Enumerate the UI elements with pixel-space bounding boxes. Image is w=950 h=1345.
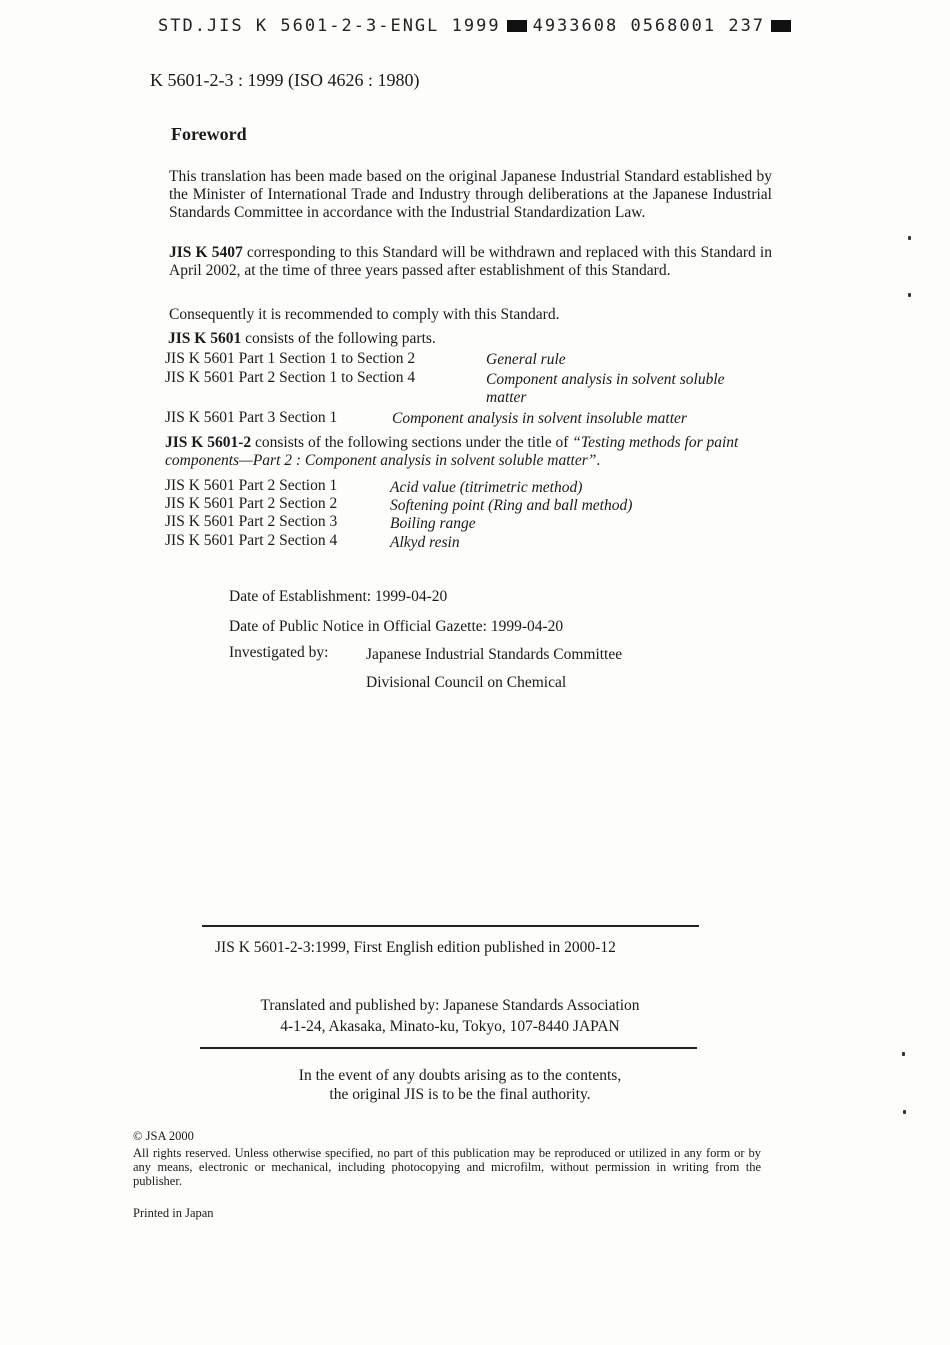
scan-speck [908,236,911,240]
stamp-block-2 [771,20,791,32]
parts-intro-text: consists of the following parts. [241,330,436,347]
part-title: General rule [486,351,566,368]
part-title: Component analysis in solvent soluble [486,371,725,388]
date-of-establishment: Date of Establishment: 1999-04-20 [229,588,448,605]
section-title: Softening point (Ring and ball method) [390,497,633,514]
sections-intro [165,434,769,470]
part-ref: JIS K 5601 Part 1 Section 1 to Section 2 [165,350,416,367]
edition-line: JIS K 5601-2-3:1999, First English edition published in 2000-12 [215,939,616,956]
investigated-council: Divisional Council on Chemical [366,674,567,691]
publisher-line: Translated and published by: Japanese Standards Association [260,997,640,1014]
sections-intro-bold: JIS K 5601-2 [165,434,252,451]
scan-speck [903,1110,906,1114]
authority-line-1: In the event of any doubts arising as to the contents, [298,1067,622,1084]
sections-intro-end: . [596,452,601,469]
foreword-heading: Foreword [171,124,247,144]
section-title: Alkyd resin [390,534,460,551]
foreword-paragraph-3: Consequently it is recommended to comply with this Standard. [169,306,560,323]
parts-intro [168,330,436,348]
publisher-address: 4-1-24, Akasaka, Minato-ku, Tokyo, 107-8440 JAPAN [280,1018,620,1035]
copyright-mark: © JSA 2000 [133,1129,194,1143]
stamp-text-1: STD.JIS K 5601-2-3-ENGL 1999 [158,16,501,36]
document-stamp [158,16,797,36]
printed-in: Printed in Japan [133,1206,214,1220]
section-title: Boiling range [390,515,476,532]
sections-series-title: “Testing methods for paint components—Part 2 : Component analysis in solvent soluble matter” [165,434,739,469]
investigated-label: Investigated by: [229,644,329,661]
stamp-block-1 [507,20,527,32]
investigated-committee: Japanese Industrial Standards Committee [366,646,623,663]
scan-speck [902,1052,905,1056]
date-of-public-notice: Date of Public Notice in Official Gazette: 1999-04-20 [229,618,564,635]
paragraph-2-text: corresponding to this Standard will be withdrawn and replaced with this Standard in April 2002, at the time of three years passed after establishment of this Standard. [169,244,772,279]
standard-code: K 5601-2-3 : 1999 (ISO 4626 : 1980) [150,70,420,90]
section-ref: JIS K 5601 Part 2 Section 3 [165,513,338,530]
section-ref: JIS K 5601 Part 2 Section 2 [165,495,338,512]
foreword-paragraph-1: This translation has been made based on the original Japanese Industrial Standard established by the Minister of International Trade and Industry through deliberations at the Japanese Industrial Standards Committee in accordance with the Industrial Standardization Law. [169,168,772,221]
bottom-divider [200,1047,697,1049]
foreword-paragraph-2 [169,244,772,280]
parts-intro-bold: JIS K 5601 [168,330,242,347]
part-ref: JIS K 5601 Part 2 Section 1 to Section 4 [165,369,416,386]
stamp-text-2: 4933608 0568001 237 [532,16,766,36]
section-title: Acid value (titrimetric method) [390,479,583,496]
authority-line-2: the original JIS is to be the final authority. [329,1086,591,1103]
part-ref: JIS K 5601 Part 3 Section 1 [165,409,338,426]
part-title: Component analysis in solvent insoluble matter [392,410,687,427]
sections-intro-text: consists of the following sections under the title of [251,434,573,451]
part-title-continued: matter [486,389,527,406]
top-divider [202,925,699,927]
withdrawn-standard: JIS K 5407 [169,244,243,261]
rights-notice: All rights reserved. Unless otherwise specified, no part of this publication may be reproduced or utilized in any form or by any means, electronic or mechanical, including photocopying and microfilm, without permission in writing from the publisher. [133,1146,761,1188]
section-ref: JIS K 5601 Part 2 Section 1 [165,477,338,494]
scan-speck [908,293,911,297]
section-ref: JIS K 5601 Part 2 Section 4 [165,532,338,549]
